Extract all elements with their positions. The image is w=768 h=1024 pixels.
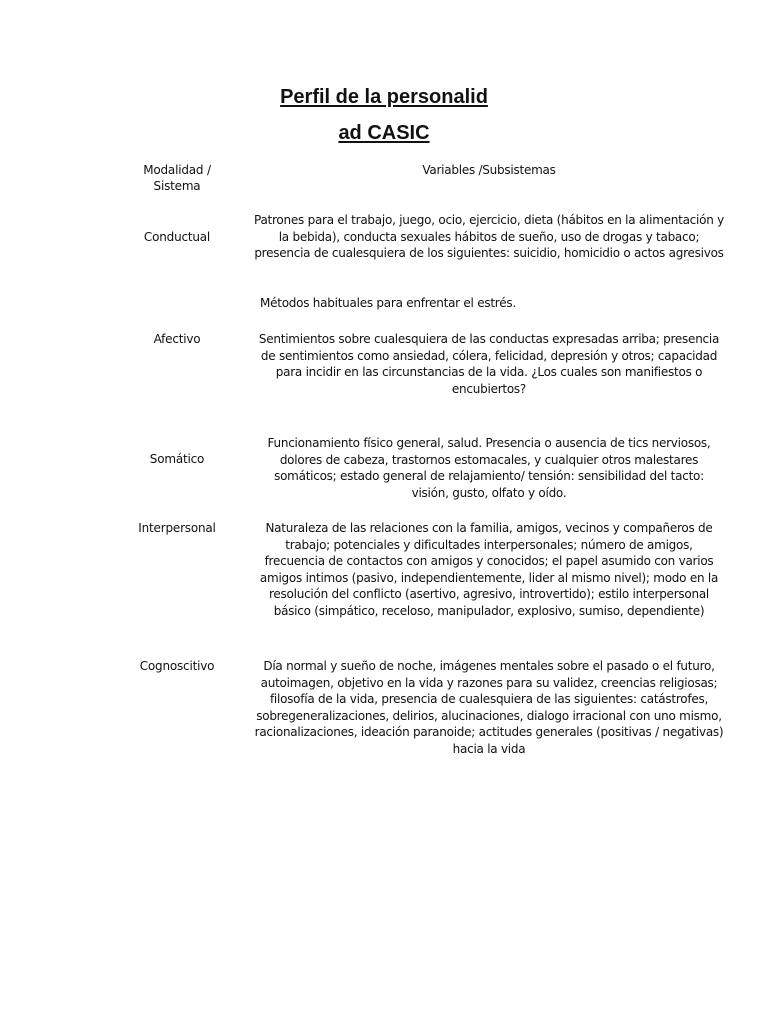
row-modality-cognoscitivo: Cognoscitivo: [139, 659, 215, 673]
row-extra-conductual: Métodos habituales para enfrentar el estrés.: [260, 296, 516, 310]
row-variables-conductual: Patrones para el trabajo, juego, ocio, ejercicio, dieta (hábitos en la alimentación y la bebida), conducta sexuales hábitos de sueño, uso de drogas y tabaco; presencia de cualesquiera de los siguientes: suicidio, homicidio o actos agresivos: [254, 213, 724, 260]
row-modality-interpersonal: Interpersonal: [138, 521, 216, 535]
row-variables-interpersonal: Naturaleza de las relaciones con la familia, amigos, vecinos y compañeros de trabajo; potenciales y dificultades interpersonales; número de amigos, frecuencia de contactos con amigos y conocidos; el papel asumido con varios amigos intimos (pasivo, independientemente, lider al mismo nivel); modo en la resolución del conflicto (asertivo, agresivo, introvertido); estilo interpersonal básico (simpático, receloso, manipulador, explosivo, sumiso, dependiente): [259, 521, 719, 618]
row-variables-cognoscitivo: Día normal y sueño de noche, imágenes mentales sobre el pasado o el futuro, autoimagen, objetivo en la vida y razones para su validez, creencias religiosas; filosofía de la vida, presencia de cualesquiera de las siguientes: catástrofes, sobregeneralizaciones, delirios, alucinaciones, dialogo irracional con uno mismo, racionalizaciones, ideación paranoide; actitudes generales (positivas / negativas) hacia la vida: [254, 659, 724, 756]
document-title-line2: ad CASIC: [338, 122, 430, 144]
row-modality-conductual: Conductual: [143, 230, 211, 244]
row-modality-somatico: Somático: [149, 452, 205, 466]
header-variables: Variables /Subsistemas: [422, 163, 556, 177]
row-modality-afectivo: Afectivo: [153, 332, 201, 346]
row-variables-somatico: Funcionamiento físico general, salud. Presencia o ausencia de tics nerviosos, dolores de cabeza, trastornos estomacales, y cualquier otros malestares somáticos; estado general de relajamiento/ tensión: sensibilidad del tacto: visión, gusto, olfato y oído.: [267, 436, 711, 500]
document-title-line1: Perfil de la personalid: [280, 86, 488, 108]
header-modality: Modalidad / Sistema: [143, 163, 211, 193]
row-variables-afectivo: Sentimientos sobre cualesquiera de las conductas expresadas arriba; presencia de sentimientos como ansiedad, cólera, felicidad, depresión y otros; capacidad para incidir en las circunstancias de la vida. ¿Los cuales son manifiestos o encubiertos?: [258, 332, 720, 396]
